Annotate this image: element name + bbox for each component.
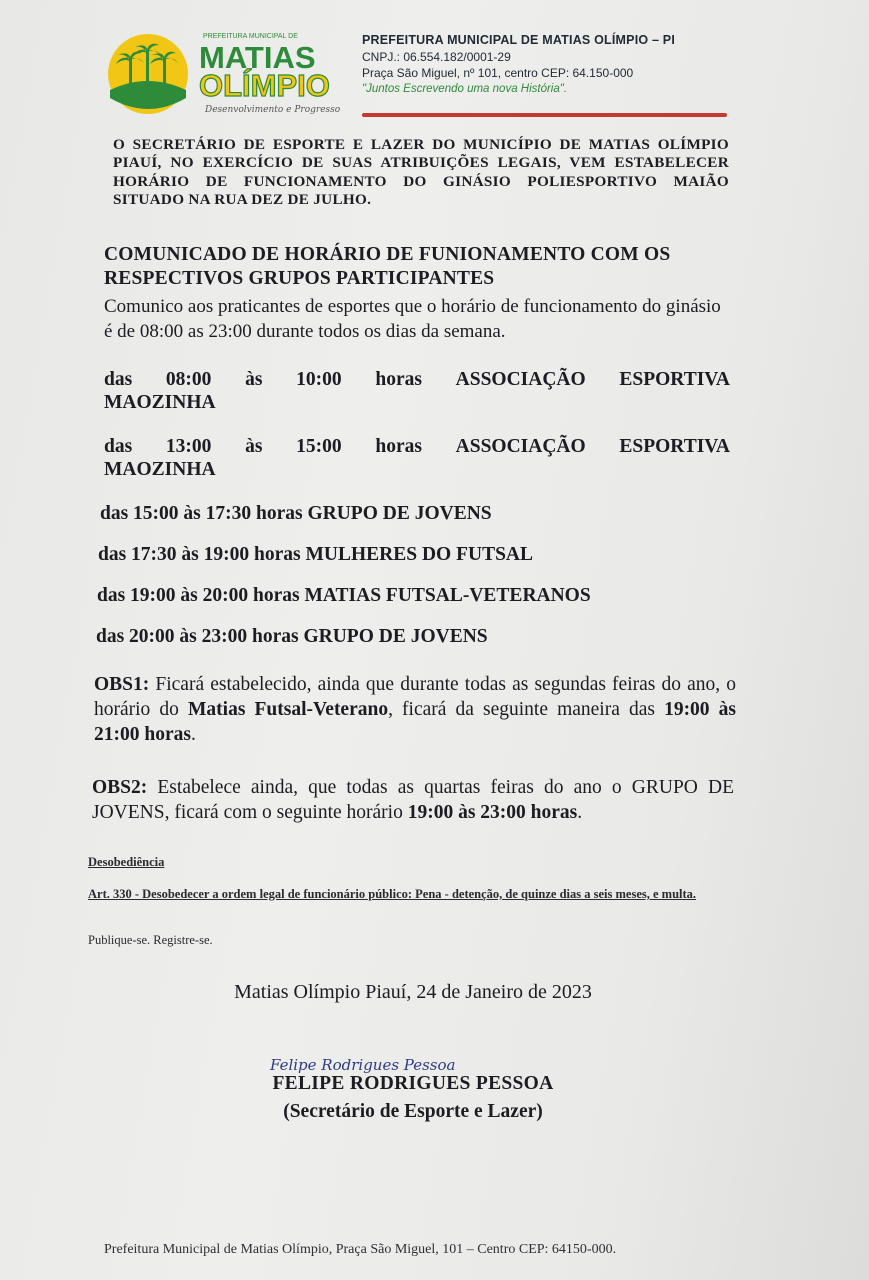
- letterhead: [362, 32, 675, 97]
- letterhead-title: PREFEITURA MUNICIPAL DE MATIAS OLÍMPIO – PI: [362, 33, 676, 47]
- schedule-item: das 15:00 às 17:30 horas GRUPO DE JOVENS: [100, 503, 492, 524]
- schedule-line-cont: MAOZINHA: [104, 392, 216, 413]
- obs2-hours: 19:00 às 23:00 horas: [407, 802, 578, 823]
- schedule-line: [104, 368, 730, 391]
- logo-name-line2: OLÍMPIO: [199, 68, 330, 103]
- obs1-group: Matias Futsal-Veterano: [188, 699, 389, 720]
- legal-heading: Desobediência: [88, 855, 165, 869]
- schedule-word: ESPORTIVA: [619, 436, 730, 457]
- schedule-word: horas: [375, 369, 422, 390]
- obs2-text: .: [577, 802, 583, 823]
- logo-small-text: PREFEITURA MUNICIPAL DE: [203, 33, 298, 40]
- schedule-line-cont: MAOZINHA: [104, 459, 216, 480]
- schedule-word: 13:00: [165, 436, 212, 457]
- signatory-name: FELIPE RODRIGUES PESSOA: [272, 1073, 554, 1094]
- schedule-word: das: [104, 436, 133, 457]
- schedule-word: ASSOCIAÇÃO: [455, 369, 586, 390]
- schedule-line: [104, 435, 730, 458]
- obs1-paragraph: [94, 672, 736, 747]
- obs1-text: .: [190, 724, 196, 745]
- municipality-logo: [105, 28, 345, 120]
- letterhead-cnpj: CNPJ.: 06.554.182/0001-29: [362, 50, 511, 64]
- schedule-word: horas: [375, 436, 422, 457]
- obs1-text: , ficará da seguinte maneira das: [388, 699, 665, 720]
- obs2-text: Estabelece ainda, que todas as quartas feiras do ano o GRUPO DE JOVENS, ficará com o seguinte horário: [92, 777, 734, 823]
- obs2-paragraph: [92, 775, 734, 825]
- schedule-item: [104, 435, 730, 481]
- obs2-label: OBS2:: [92, 777, 148, 798]
- schedule-item: das 19:00 às 20:00 horas MATIAS FUTSAL-VETERANOS: [97, 585, 591, 606]
- signature-script: Felipe Rodrigues Pessoa: [270, 1056, 456, 1074]
- schedule-word: 08:00: [165, 369, 212, 390]
- schedule-word: 10:00: [296, 369, 342, 390]
- intro-paragraph: O SECRETÁRIO DE ESPORTE E LAZER DO MUNICÍPIO DE MATIAS OLÍMPIO PIAUÍ, NO EXERCÍCIO DE SUAS ATRIBUIÇÕES LEGAIS, VEM ESTABELECER HORÁRIO DE FUNCIONAMENTO DO GINÁSIO POLIESPORTIVO MAIÃO SITUADO NA RUA DEZ DE JULHO.: [113, 136, 729, 209]
- logo-name-line1: MATIAS: [199, 40, 316, 75]
- schedule-item: das 20:00 às 23:00 horas GRUPO DE JOVENS: [96, 626, 488, 647]
- schedule-word: às: [245, 369, 263, 390]
- obs1-hours: 19:00 às 21:00 horas: [94, 699, 736, 745]
- communique-title: COMUNICADO DE HORÁRIO DE FUNIONAMENTO COM OS RESPECTIVOS GRUPOS PARTICIPANTES: [104, 244, 671, 289]
- legal-article: Art. 330 - Desobedecer a ordem legal de funcionário público: Pena - detenção, de quinze dias a seis meses, e multa.: [88, 887, 697, 901]
- letterhead-slogan: "Juntos Escrevendo uma nova História".: [362, 83, 568, 95]
- publish-note: Publique-se. Registre-se.: [88, 933, 213, 947]
- schedule-word: ESPORTIVA: [619, 369, 730, 390]
- communique-body: Comunico aos praticantes de esportes que o horário de funcionamento do ginásio é de 08:00 as 23:00 durante todos os dias da semana.: [104, 296, 721, 342]
- schedule-word: às: [245, 436, 263, 457]
- logo-tagline: Desenvolvimento e Progresso: [205, 105, 341, 115]
- schedule-word: 15:00: [296, 436, 342, 457]
- letterhead-address: Praça São Miguel, nº 101, centro CEP: 64.150-000: [362, 66, 634, 80]
- document-date: Matias Olímpio Piauí, 24 de Janeiro de 2023: [234, 981, 592, 1003]
- signatory-role: (Secretário de Esporte e Lazer): [283, 1101, 543, 1122]
- schedule-item: das 17:30 às 19:00 horas MULHERES DO FUTSAL: [98, 544, 534, 565]
- obs1-label: OBS1:: [94, 674, 150, 695]
- page-footer: Prefeitura Municipal de Matias Olímpio, Praça São Miguel, 101 – Centro CEP: 64150-000.: [104, 1242, 617, 1257]
- schedule-word: das: [104, 369, 133, 390]
- schedule-word: ASSOCIAÇÃO: [455, 436, 586, 457]
- obs1-text: Ficará estabelecido, ainda que durante todas as segundas feiras do ano, o horário do: [94, 674, 736, 720]
- letterhead-rule: [362, 113, 727, 117]
- schedule-item: [104, 368, 730, 414]
